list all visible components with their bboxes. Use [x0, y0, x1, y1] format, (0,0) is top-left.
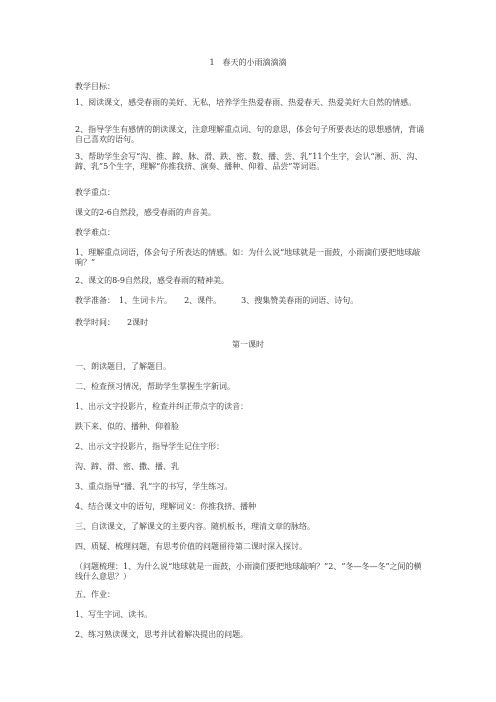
section-heading-objectives: 教学目标： [75, 82, 115, 91]
step-2-item-2: 2、出示文字投影片，指导学生记住字形： [75, 442, 225, 451]
step-2-item-4: 4、结合课文中的语句，理解词义：你推我挤、播种 [75, 502, 257, 511]
section-heading-key-points: 教学重点： [75, 188, 115, 197]
objective-2: 2、指导学生有感情的朗读课文，注意理解重点词、句的意思，体会句子所要表达的思想感情，背诵自己喜欢的语句。 [75, 125, 425, 144]
objective-3: 3、帮助学生会写“沟、推、蹄、脉、滑、跌、密、数、播、尝、乳”11个生字，会认“淅、沥、沟、蹄、乳”5个生字，理解“你推我挤、演奏、播种、仰着、品尝”等词语。 [75, 152, 423, 171]
time-line: 教学时间： 2课时 [75, 318, 149, 327]
difficulty-1: 1、理解重点词语，体会句子所表达的情感。如：为什么说“地球就是一面鼓，小雨滴们要把地球敲响？” [75, 248, 421, 267]
objective-1: 1、阅读课文，感受春雨的美好、无私，培养学生热爱春雨、热爱春天、热爱美好大自然的情感。 [75, 98, 417, 107]
step-5-homework: 五、作业： [75, 590, 115, 599]
preparation-line: 教学准备： 1、生词卡片。 2、课件。 3、搜集赞美春雨的词语、诗句。 [75, 296, 359, 305]
step-2-words-2: 沟、蹄、滑、密、撒、播、乳 [75, 462, 179, 471]
homework-1: 1、写生字词、读书。 [75, 610, 153, 619]
step-4: 四、质疑、梳理问题，有思考价值的问题留待第二课时深入探讨。 [75, 542, 307, 551]
step-2-item-1: 1、出示文字投影片，检查并纠正带点字的读音： [75, 402, 249, 411]
step-3: 三、自读课文，了解课文的主要内容。随机板书，理清文章的脉络。 [75, 522, 315, 531]
lesson-title: 1 春天的小雨滴滴滴 [209, 58, 287, 67]
step-1: 一、朗读题目，了解题目。 [75, 362, 171, 371]
homework-2: 2、练习熟读课文，思考并试着解决提出的问题。 [75, 630, 249, 639]
step-2-item-3: 3、重点指导“播、乳”字的书写，学生练习。 [75, 482, 233, 491]
question-summary: （问题梳理：1、为什么说“地球就是一面鼓，小雨滴们要把地球敲响？”2、“冬—冬—冬”之间的横线什么意思？） [75, 562, 422, 581]
step-2: 二、检查预习情况，帮助学生掌握生字新词。 [75, 382, 235, 391]
key-point-text: 课文的2-6自然段，感受春雨的声音美。 [75, 208, 216, 217]
difficulty-2: 2、课文的8-9自然段，感受春雨的精神美。 [75, 276, 229, 285]
step-2-words-1: 跌下来、似的、播种、仰着脸 [75, 422, 179, 431]
section-heading-difficulties: 教学难点： [75, 228, 115, 237]
first-lesson-heading: 第一课时 [232, 340, 264, 349]
